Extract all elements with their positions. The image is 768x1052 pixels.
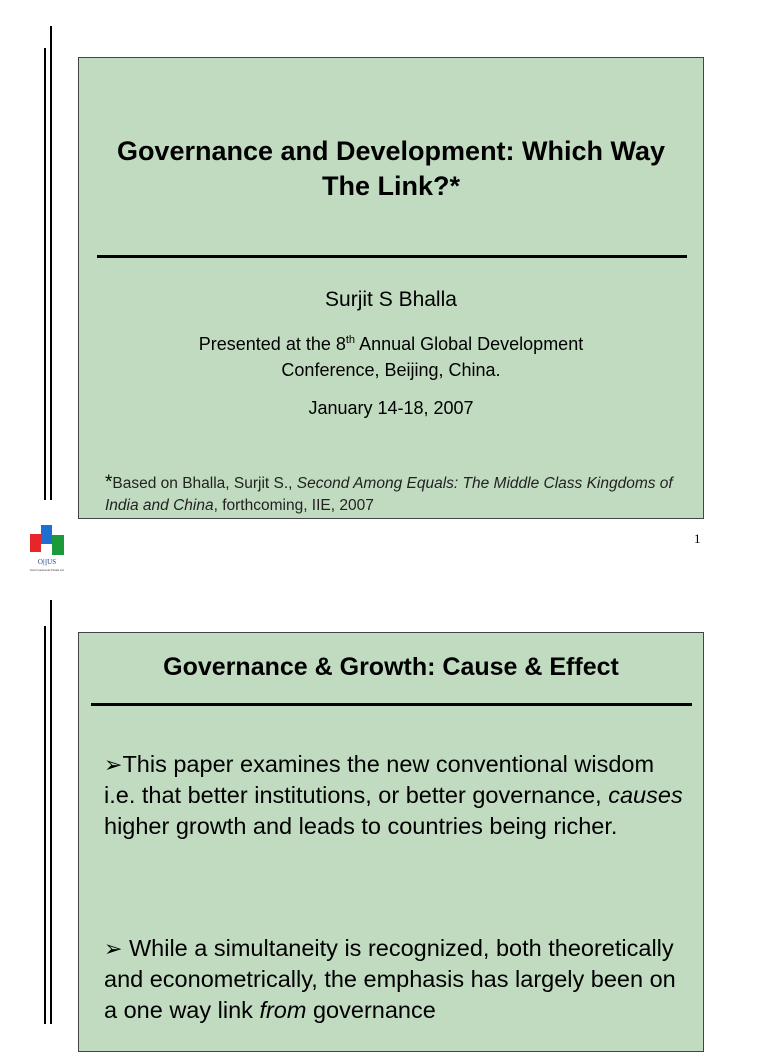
p2-italic: from (259, 997, 307, 1023)
logo-text: O|||US (37, 558, 57, 566)
slide-1-title: Governance and Development: Which Way The Link?* (116, 136, 666, 201)
logo-mark (28, 522, 72, 574)
p1-italic: causes (608, 782, 683, 808)
presented-at (79, 331, 703, 383)
author-name: Surjit S Bhalla (325, 288, 457, 311)
ordinal-suffix: th (345, 334, 356, 346)
footnote-pre: Based on Bhalla, Surjit S., (112, 475, 297, 492)
oxus-logo (28, 522, 72, 574)
p2-post: governance (306, 997, 436, 1023)
logo-blue-block (41, 525, 52, 544)
p1-pre: This paper examines the new conventional wisdom i.e. that better institutions, or better governance, (104, 751, 655, 808)
p2-pre: While a simultaneity is recognized, both theoretically and econometrically, the emphasis has largely been on a one way link (104, 935, 676, 1023)
footnote-post: , forthcoming, IIE, 2007 (213, 497, 374, 514)
footnote-book-title: Second Among Equals: The Middle Class Kingdoms of India and China (105, 475, 673, 514)
slide-2 (78, 632, 704, 1052)
conference-date: January 14-18, 2007 (308, 398, 474, 418)
footnote-star: * (105, 472, 113, 493)
bullet-arrow-icon: ➢ (104, 752, 123, 777)
p1-post: higher growth and leads to countries being richer. (104, 813, 618, 839)
margin-line-2b (50, 600, 52, 1024)
slide-2-title-divider (91, 703, 692, 706)
bullet-arrow-icon: ➢ (104, 936, 123, 961)
page-number: 1 (694, 531, 701, 546)
footnote (105, 472, 683, 517)
logo-subtext: Oxus Investments Private Ltd. (29, 569, 65, 572)
paragraph-2 (104, 933, 689, 1026)
logo-red-block (30, 534, 41, 552)
presented-line2: Conference, Beijing, China. (281, 360, 501, 380)
margin-line-1b (50, 26, 52, 500)
title-divider (97, 255, 687, 258)
paragraph-1 (104, 749, 689, 842)
slide-1 (78, 57, 704, 519)
margin-line-2a (44, 626, 46, 1024)
presented-line1-post: Annual Global Development (355, 334, 584, 354)
margin-line-1a (44, 48, 46, 500)
presented-pre: Presented at the 8 (198, 334, 346, 354)
slide-2-title: Governance & Growth: Cause & Effect (163, 653, 619, 681)
logo-green-block (52, 535, 64, 555)
